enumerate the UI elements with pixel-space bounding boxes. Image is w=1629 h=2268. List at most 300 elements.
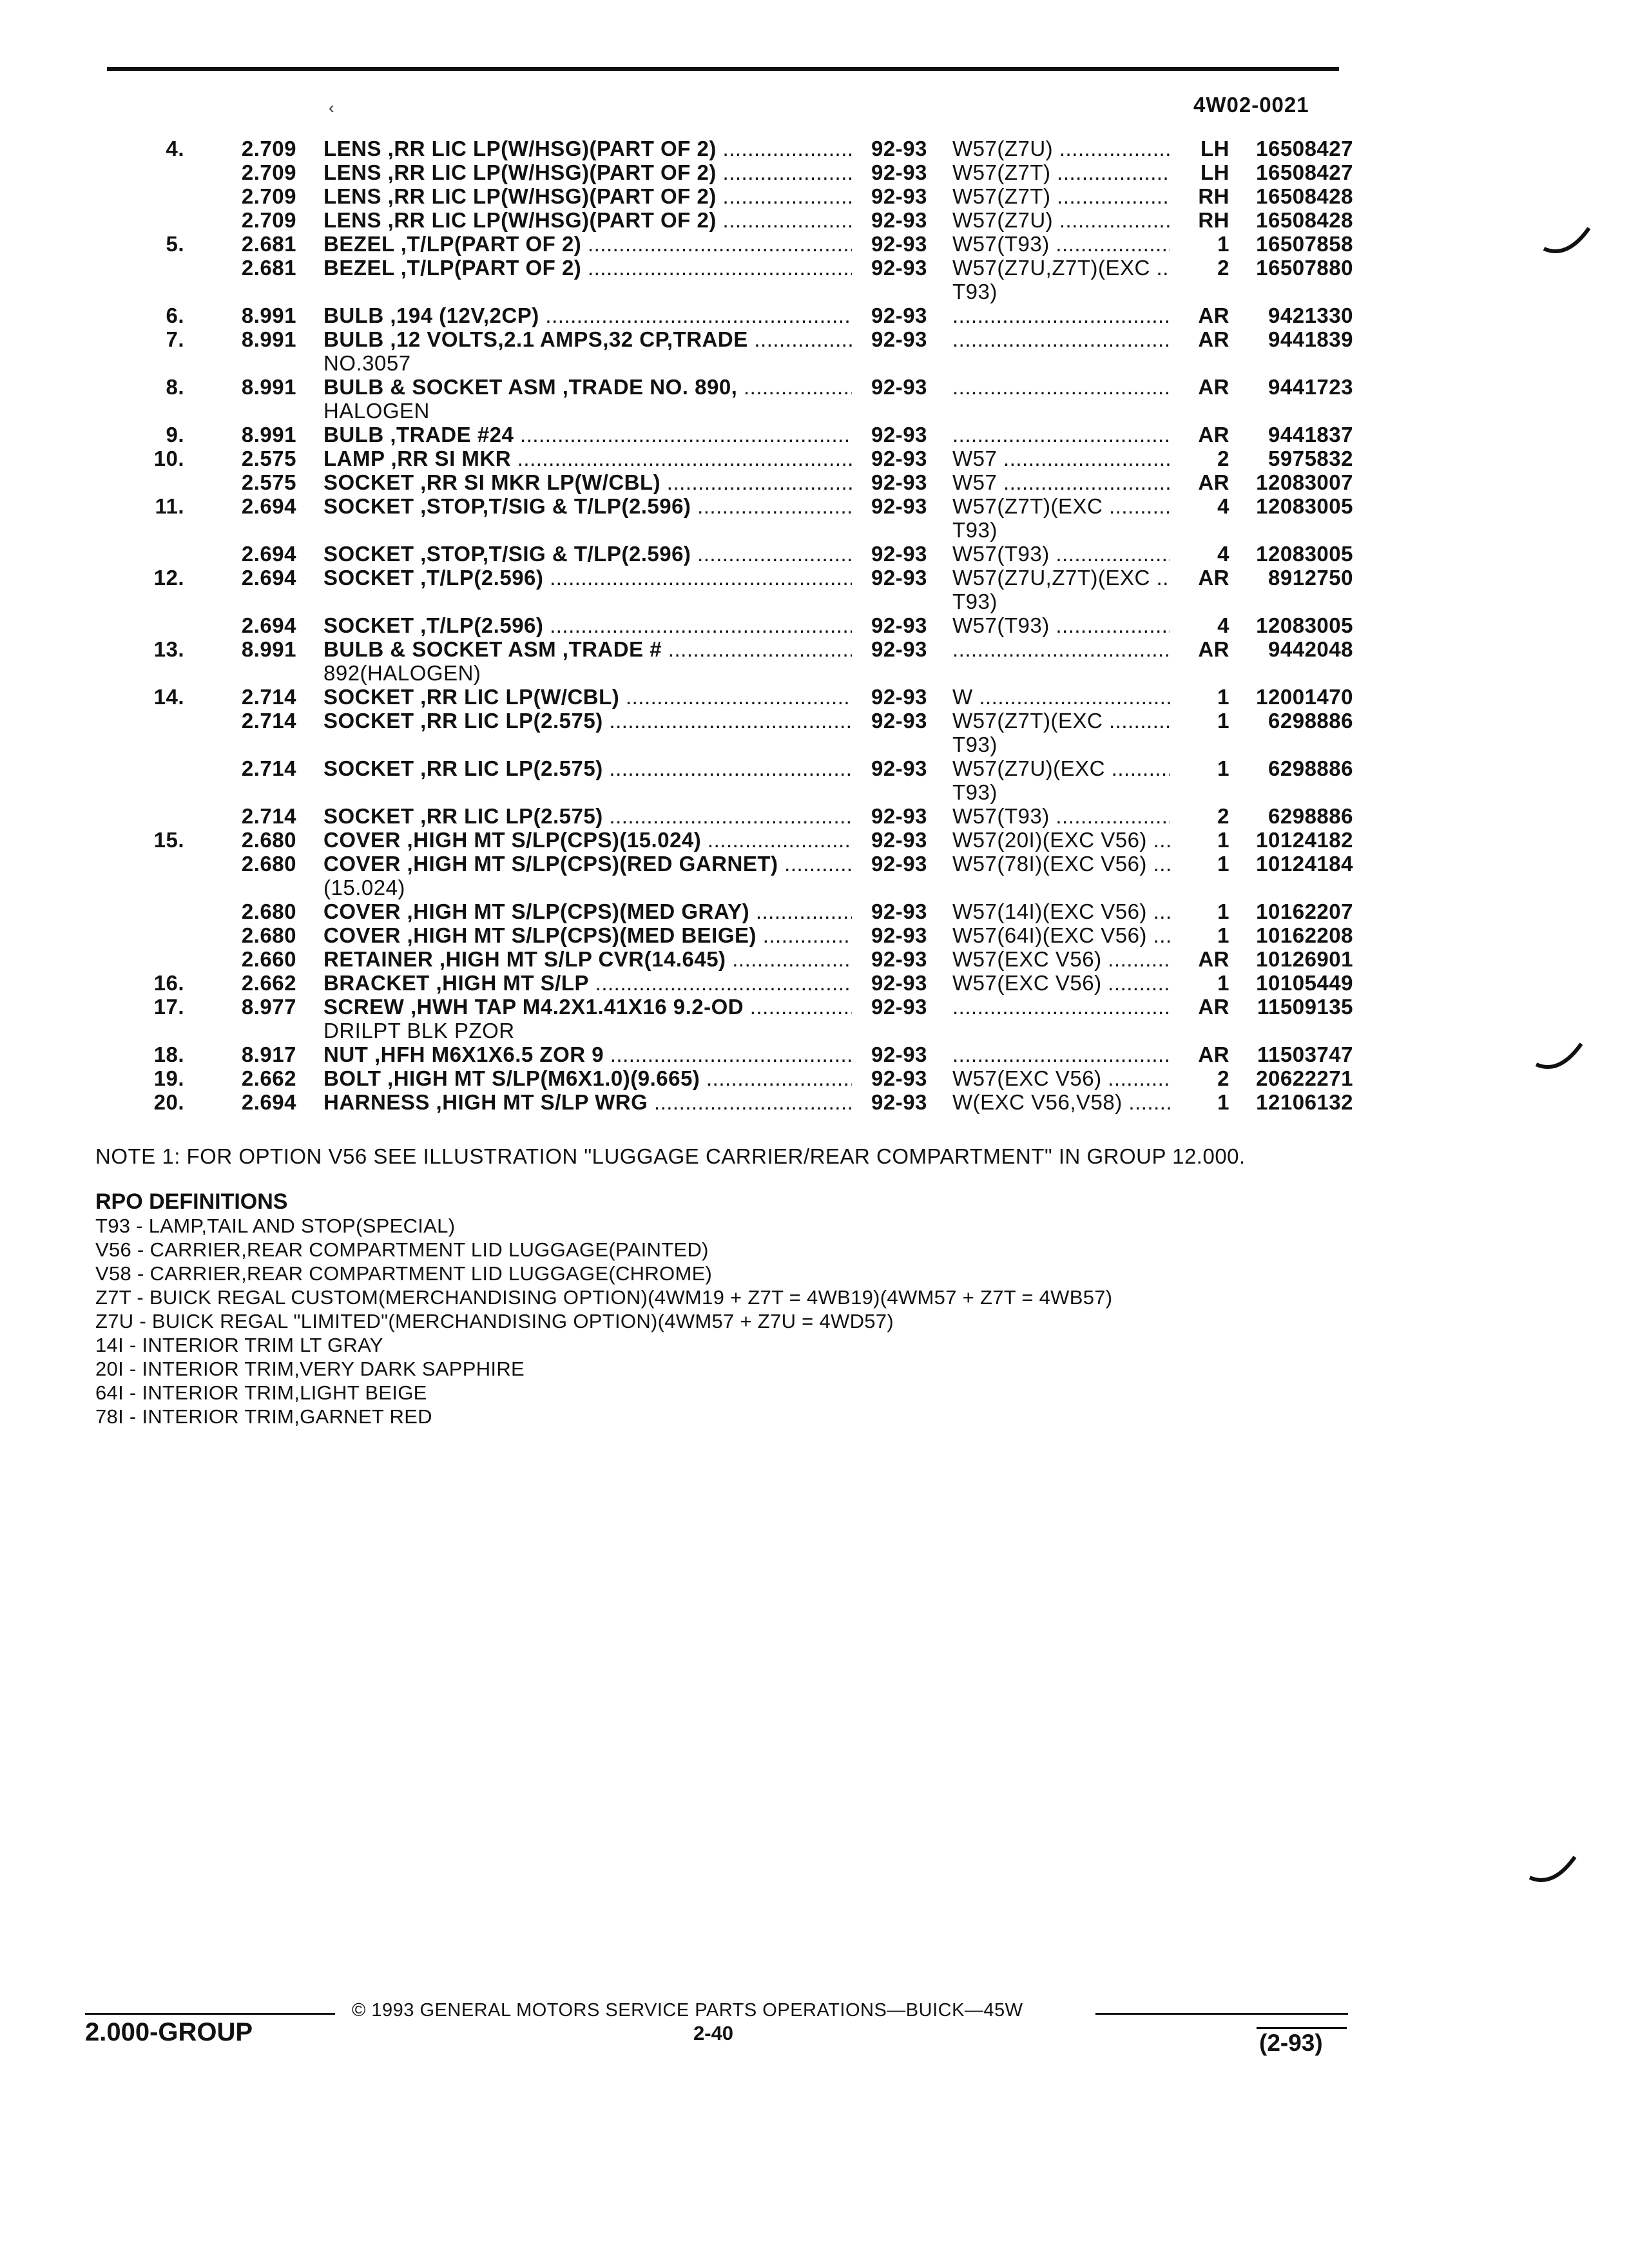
part-row — [0, 1043, 1629, 1066]
part-model-continuation: T93) — [952, 780, 998, 804]
part-ref-number: 10. — [153, 447, 184, 470]
part-description-line: BULB ,TRADE #24 ..... — [323, 423, 852, 447]
part-description — [323, 423, 852, 447]
part-model-line: W57(EXC V56) ..... — [952, 947, 1170, 971]
part-model-line: W57(Z7T) ..... — [952, 160, 1170, 184]
part-model-line: W57(Z7U) ..... — [952, 137, 1170, 160]
part-number: 10162208 — [1256, 923, 1353, 947]
part-model-line: W57(Z7T)(EXC ..... — [952, 709, 1170, 733]
part-model-usage — [952, 852, 1170, 876]
part-ref-number: 8. — [166, 375, 184, 399]
part-row — [0, 494, 1629, 542]
part-model-years: 92-93 — [871, 494, 927, 518]
part-model-line: W57 ..... — [952, 447, 1170, 470]
part-model-years: 92-93 — [871, 208, 927, 232]
part-description — [323, 232, 852, 256]
part-description — [323, 470, 852, 494]
part-model-usage — [952, 685, 1170, 709]
part-model-usage — [952, 494, 1170, 542]
binder-ring-mark-2 — [1534, 1039, 1585, 1077]
part-row — [0, 828, 1629, 852]
part-model-years: 92-93 — [871, 232, 927, 256]
part-number: 10105449 — [1256, 971, 1353, 995]
part-row — [0, 256, 1629, 303]
part-model-continuation: T93) — [952, 733, 998, 756]
part-quantity: 2 — [1217, 256, 1229, 280]
part-description-line: BULB & SOCKET ASM ,TRADE # ..... — [323, 637, 852, 661]
part-group-number: 2.714 — [241, 709, 296, 733]
part-quantity: 1 — [1217, 756, 1229, 780]
part-ref-number: 17. — [153, 995, 184, 1019]
part-group-number: 2.575 — [241, 447, 296, 470]
part-description-line: LENS ,RR LIC LP(W/HSG)(PART OF 2) ..... — [323, 208, 852, 232]
part-quantity: RH — [1198, 208, 1229, 232]
part-model-usage — [952, 184, 1170, 208]
part-model-years: 92-93 — [871, 923, 927, 947]
part-model-line — [952, 303, 1170, 327]
part-description — [323, 709, 852, 733]
part-ref-number: 20. — [153, 1090, 184, 1114]
part-model-usage — [952, 1066, 1170, 1090]
part-model-line: W ..... — [952, 685, 1170, 709]
part-model-line: W57(T93) ..... — [952, 804, 1170, 828]
part-description — [323, 685, 852, 709]
part-description-continuation: 892(HALOGEN) — [323, 661, 481, 685]
part-model-continuation: T93) — [952, 590, 998, 613]
part-group-number: 2.680 — [241, 899, 296, 923]
part-group-number: 2.709 — [241, 137, 296, 160]
part-model-continuation: T93) — [952, 280, 998, 303]
part-description-line: LENS ,RR LIC LP(W/HSG)(PART OF 2) ..... — [323, 160, 852, 184]
part-group-number: 2.714 — [241, 685, 296, 709]
part-row — [0, 137, 1629, 160]
part-row — [0, 804, 1629, 828]
part-group-number: 8.917 — [241, 1043, 296, 1066]
part-model-years: 92-93 — [871, 542, 927, 566]
part-description — [323, 208, 852, 232]
part-model-years: 92-93 — [871, 256, 927, 280]
part-group-number: 8.977 — [241, 995, 296, 1019]
part-model-usage — [952, 137, 1170, 160]
part-description — [323, 637, 852, 685]
part-number: 9442048 — [1268, 637, 1353, 661]
part-row — [0, 852, 1629, 899]
part-model-usage — [952, 709, 1170, 756]
part-model-years: 92-93 — [871, 160, 927, 184]
part-description — [323, 375, 852, 423]
part-group-number: 2.680 — [241, 828, 296, 852]
part-row — [0, 756, 1629, 804]
part-row — [0, 899, 1629, 923]
part-group-number: 2.662 — [241, 971, 296, 995]
part-model-years: 92-93 — [871, 137, 927, 160]
part-group-number: 2.714 — [241, 804, 296, 828]
part-number: 12083005 — [1256, 494, 1353, 518]
part-number: 11503747 — [1257, 1043, 1353, 1066]
part-row — [0, 613, 1629, 637]
part-quantity: AR — [1198, 327, 1229, 351]
part-description-line: BEZEL ,T/LP(PART OF 2) ..... — [323, 232, 852, 256]
part-group-number: 8.991 — [241, 303, 296, 327]
part-group-number: 2.680 — [241, 923, 296, 947]
rpo-definition-line: 78I - INTERIOR TRIM,GARNET RED — [95, 1405, 432, 1428]
revision-date: (2-93) — [1259, 2030, 1323, 2056]
part-description-continuation: DRILPT BLK PZOR — [323, 1019, 515, 1043]
part-model-usage — [952, 1090, 1170, 1114]
rpo-definition-line: 64I - INTERIOR TRIM,LIGHT BEIGE — [95, 1381, 427, 1404]
part-model-years: 92-93 — [871, 947, 927, 971]
part-quantity: 1 — [1217, 923, 1229, 947]
part-model-usage — [952, 447, 1170, 470]
footer-rule-right — [1095, 2013, 1348, 2015]
binder-ring-mark-3 — [1527, 1852, 1579, 1890]
part-group-number: 2.694 — [241, 566, 296, 590]
part-row — [0, 470, 1629, 494]
part-description — [323, 303, 852, 327]
part-description-line: COVER ,HIGH MT S/LP(CPS)(15.024) ..... — [323, 828, 852, 852]
group-label: 2.000-GROUP — [85, 2018, 253, 2046]
part-row — [0, 160, 1629, 184]
part-group-number: 2.694 — [241, 494, 296, 518]
part-model-line: W57(78I)(EXC V56) ..... — [952, 852, 1170, 876]
part-ref-number: 19. — [153, 1066, 184, 1090]
part-model-line — [952, 423, 1170, 447]
part-description — [323, 494, 852, 518]
part-model-years: 92-93 — [871, 327, 927, 351]
part-description-line: BEZEL ,T/LP(PART OF 2) ..... — [323, 256, 852, 280]
part-number: 9441837 — [1268, 423, 1353, 447]
part-model-usage — [952, 470, 1170, 494]
part-description-line: SOCKET ,RR LIC LP(2.575) ..... — [323, 709, 852, 733]
part-quantity: AR — [1198, 303, 1229, 327]
rpo-definition-line: V56 - CARRIER,REAR COMPARTMENT LID LUGGAGE(PAINTED) — [95, 1238, 709, 1261]
part-description — [323, 160, 852, 184]
part-model-usage — [952, 995, 1170, 1019]
part-model-years: 92-93 — [871, 613, 927, 637]
footer-rule-revision — [1257, 2027, 1347, 2029]
part-description — [323, 756, 852, 780]
part-group-number: 2.714 — [241, 756, 296, 780]
part-description — [323, 447, 852, 470]
part-model-line: W57(EXC V56) ..... — [952, 1066, 1170, 1090]
rpo-definition-line: Z7U - BUICK REGAL "LIMITED"(MERCHANDISING OPTION)(4WM57 + Z7U = 4WD57) — [95, 1310, 894, 1332]
part-description — [323, 1066, 852, 1090]
rpo-definitions-title: RPO DEFINITIONS — [95, 1189, 288, 1214]
part-row — [0, 566, 1629, 613]
part-model-line — [952, 995, 1170, 1019]
part-description — [323, 923, 852, 947]
part-model-usage — [952, 1043, 1170, 1066]
part-description — [323, 184, 852, 208]
part-description-line: COVER ,HIGH MT S/LP(CPS)(MED BEIGE) ..... — [323, 923, 852, 947]
part-model-years: 92-93 — [871, 375, 927, 399]
part-quantity: AR — [1198, 566, 1229, 590]
part-description-line: NUT ,HFH M6X1X6.5 ZOR 9 ..... — [323, 1043, 852, 1066]
part-ref-number: 6. — [166, 303, 184, 327]
part-group-number: 2.680 — [241, 852, 296, 876]
part-number: 12083007 — [1256, 470, 1353, 494]
part-number: 10126901 — [1256, 947, 1353, 971]
part-row — [0, 947, 1629, 971]
part-group-number: 8.991 — [241, 423, 296, 447]
part-ref-number: 7. — [166, 327, 184, 351]
part-description — [323, 995, 852, 1043]
part-row — [0, 327, 1629, 375]
part-model-years: 92-93 — [871, 637, 927, 661]
part-model-line: W57(Z7U,Z7T)(EXC ..... — [952, 566, 1170, 590]
part-group-number: 2.694 — [241, 613, 296, 637]
rpo-definition-line: 20I - INTERIOR TRIM,VERY DARK SAPPHIRE — [95, 1358, 525, 1380]
part-model-usage — [952, 208, 1170, 232]
part-model-usage — [952, 327, 1170, 351]
part-description — [323, 327, 852, 375]
part-quantity: 1 — [1217, 1090, 1229, 1114]
part-model-years: 92-93 — [871, 566, 927, 590]
part-model-years: 92-93 — [871, 971, 927, 995]
rpo-definition-line: T93 - LAMP,TAIL AND STOP(SPECIAL) — [95, 1215, 456, 1237]
part-model-line — [952, 375, 1170, 399]
part-model-years: 92-93 — [871, 184, 927, 208]
part-ref-number: 5. — [166, 232, 184, 256]
part-model-years: 92-93 — [871, 685, 927, 709]
rpo-definition-line: V58 - CARRIER,REAR COMPARTMENT LID LUGGAGE(CHROME) — [95, 1262, 713, 1285]
part-number: 20622271 — [1256, 1066, 1353, 1090]
rpo-definition-line: Z7T - BUICK REGAL CUSTOM(MERCHANDISING OPTION)(4WM19 + Z7T = 4WB19)(4WM57 + Z7T = 4WB57) — [95, 1286, 1113, 1309]
part-number: 12083005 — [1256, 542, 1353, 566]
part-number: 8912750 — [1268, 566, 1353, 590]
part-quantity: AR — [1198, 637, 1229, 661]
part-quantity: 1 — [1217, 828, 1229, 852]
part-number: 6298886 — [1268, 709, 1353, 733]
part-description-line: SOCKET ,STOP,T/SIG & T/LP(2.596) ..... — [323, 494, 852, 518]
part-description — [323, 613, 852, 637]
part-model-line: W57(Z7U)(EXC ..... — [952, 756, 1170, 780]
part-ref-number: 4. — [166, 137, 184, 160]
part-quantity: 1 — [1217, 709, 1229, 733]
part-row — [0, 637, 1629, 685]
part-model-usage — [952, 637, 1170, 661]
part-ref-number: 14. — [153, 685, 184, 709]
part-model-usage — [952, 613, 1170, 637]
part-group-number: 2.709 — [241, 184, 296, 208]
part-group-number: 2.709 — [241, 160, 296, 184]
part-model-line: W57 ..... — [952, 470, 1170, 494]
part-description-line: BRACKET ,HIGH MT S/LP ..... — [323, 971, 852, 995]
part-description-line: COVER ,HIGH MT S/LP(CPS)(MED GRAY) ..... — [323, 899, 852, 923]
part-description-line: LENS ,RR LIC LP(W/HSG)(PART OF 2) ..... — [323, 184, 852, 208]
part-description-line: BULB ,12 VOLTS,2.1 AMPS,32 CP,TRADE ..... — [323, 327, 852, 351]
part-model-years: 92-93 — [871, 804, 927, 828]
part-quantity: RH — [1198, 184, 1229, 208]
part-quantity: LH — [1200, 137, 1229, 160]
part-description — [323, 947, 852, 971]
parts-list — [0, 137, 1629, 1114]
part-model-line: W(EXC V56,V58) ..... — [952, 1090, 1170, 1114]
part-description-line: SCREW ,HWH TAP M4.2X1.41X16 9.2-OD ..... — [323, 995, 852, 1019]
part-row — [0, 685, 1629, 709]
part-group-number: 2.681 — [241, 256, 296, 280]
part-number: 12001470 — [1256, 685, 1353, 709]
part-model-years: 92-93 — [871, 899, 927, 923]
part-description-line: HARNESS ,HIGH MT S/LP WRG ..... — [323, 1090, 852, 1114]
part-description-line: SOCKET ,RR LIC LP(2.575) ..... — [323, 756, 852, 780]
part-model-usage — [952, 971, 1170, 995]
part-number: 16508427 — [1256, 137, 1353, 160]
part-number: 16507858 — [1256, 232, 1353, 256]
part-model-years: 92-93 — [871, 1043, 927, 1066]
part-group-number: 8.991 — [241, 375, 296, 399]
binder-ring-mark-1 — [1541, 223, 1593, 262]
part-description-line: SOCKET ,RR SI MKR LP(W/CBL) ..... — [323, 470, 852, 494]
part-model-line: W57(Z7U) ..... — [952, 208, 1170, 232]
part-group-number: 2.694 — [241, 542, 296, 566]
part-description-continuation: (15.024) — [323, 876, 405, 899]
part-model-line — [952, 637, 1170, 661]
part-number: 12083005 — [1256, 613, 1353, 637]
part-row — [0, 542, 1629, 566]
part-description-line: SOCKET ,RR LIC LP(W/CBL) ..... — [323, 685, 852, 709]
part-quantity: 2 — [1217, 804, 1229, 828]
part-number: 16507880 — [1256, 256, 1353, 280]
copyright-text: © 1993 GENERAL MOTORS SERVICE PARTS OPERATIONS—BUICK—45W — [352, 2000, 1023, 2021]
part-model-usage — [952, 160, 1170, 184]
part-model-line: W57(T93) ..... — [952, 542, 1170, 566]
part-description — [323, 971, 852, 995]
part-model-usage — [952, 923, 1170, 947]
part-description-line: LAMP ,RR SI MKR ..... — [323, 447, 852, 470]
part-model-years: 92-93 — [871, 828, 927, 852]
part-ref-number: 13. — [153, 637, 184, 661]
part-description — [323, 828, 852, 852]
part-number: 6298886 — [1268, 804, 1353, 828]
part-group-number: 2.709 — [241, 208, 296, 232]
part-quantity: AR — [1198, 375, 1229, 399]
part-description-line: SOCKET ,T/LP(2.596) ..... — [323, 613, 852, 637]
part-description — [323, 542, 852, 566]
part-description-continuation: HALOGEN — [323, 399, 430, 423]
part-row — [0, 232, 1629, 256]
part-row — [0, 923, 1629, 947]
part-row — [0, 303, 1629, 327]
top-rule — [107, 67, 1339, 71]
part-number: 12106132 — [1256, 1090, 1353, 1114]
part-quantity: 1 — [1217, 899, 1229, 923]
part-row — [0, 1066, 1629, 1090]
part-model-usage — [952, 375, 1170, 399]
part-quantity: AR — [1198, 470, 1229, 494]
part-model-line — [952, 1043, 1170, 1066]
part-quantity: 1 — [1217, 685, 1229, 709]
header-tick: ‹ — [329, 98, 334, 117]
part-group-number: 8.991 — [241, 327, 296, 351]
part-description-line: LENS ,RR LIC LP(W/HSG)(PART OF 2) ..... — [323, 137, 852, 160]
rpo-definitions-list — [95, 1215, 1112, 1429]
part-model-usage — [952, 542, 1170, 566]
part-quantity: LH — [1200, 160, 1229, 184]
part-row — [0, 184, 1629, 208]
part-model-usage — [952, 828, 1170, 852]
part-quantity: 1 — [1217, 852, 1229, 876]
part-number: 10162207 — [1256, 899, 1353, 923]
part-quantity: 2 — [1217, 1066, 1229, 1090]
part-model-continuation: T93) — [952, 518, 998, 542]
part-model-line: W57(14I)(EXC V56) ..... — [952, 899, 1170, 923]
document-code: 4W02-0021 — [1193, 93, 1309, 117]
part-description-line: BOLT ,HIGH MT S/LP(M6X1.0)(9.665) ..... — [323, 1066, 852, 1090]
part-model-usage — [952, 303, 1170, 327]
part-group-number: 2.681 — [241, 232, 296, 256]
part-model-line: W57(EXC V56) ..... — [952, 971, 1170, 995]
part-row — [0, 709, 1629, 756]
part-model-line: W57(T93) ..... — [952, 232, 1170, 256]
part-model-line: W57(T93) ..... — [952, 613, 1170, 637]
part-row — [0, 375, 1629, 423]
part-description — [323, 1090, 852, 1114]
part-model-usage — [952, 899, 1170, 923]
part-model-years: 92-93 — [871, 1090, 927, 1114]
part-quantity: AR — [1198, 947, 1229, 971]
part-group-number: 2.662 — [241, 1066, 296, 1090]
part-quantity: 1 — [1217, 232, 1229, 256]
part-description — [323, 899, 852, 923]
part-model-usage — [952, 566, 1170, 613]
part-description-line: BULB & SOCKET ASM ,TRADE NO. 890, ..... — [323, 375, 852, 399]
part-number: 5975832 — [1268, 447, 1353, 470]
part-number: 10124182 — [1256, 828, 1353, 852]
part-quantity: AR — [1198, 995, 1229, 1019]
part-ref-number: 15. — [153, 828, 184, 852]
part-description-line: RETAINER ,HIGH MT S/LP CVR(14.645) ..... — [323, 947, 852, 971]
part-model-usage — [952, 232, 1170, 256]
part-row — [0, 1090, 1629, 1114]
part-model-years: 92-93 — [871, 470, 927, 494]
part-description-line: SOCKET ,STOP,T/SIG & T/LP(2.596) ..... — [323, 542, 852, 566]
part-quantity: 1 — [1217, 971, 1229, 995]
part-quantity: AR — [1198, 1043, 1229, 1066]
part-ref-number: 16. — [153, 971, 184, 995]
part-description-line: BULB ,194 (12V,2CP) ..... — [323, 303, 852, 327]
part-model-line: W57(Z7T)(EXC ..... — [952, 494, 1170, 518]
part-row — [0, 423, 1629, 447]
part-model-years: 92-93 — [871, 303, 927, 327]
part-number: 10124184 — [1256, 852, 1353, 876]
part-row — [0, 995, 1629, 1043]
part-number: 9441723 — [1268, 375, 1353, 399]
part-ref-number: 12. — [153, 566, 184, 590]
part-row — [0, 447, 1629, 470]
part-number: 11509135 — [1257, 995, 1353, 1019]
part-row — [0, 971, 1629, 995]
part-row — [0, 208, 1629, 232]
part-description — [323, 566, 852, 590]
page-number: 2-40 — [693, 2022, 734, 2044]
footer-rule-left — [85, 2013, 335, 2015]
part-model-usage — [952, 256, 1170, 303]
part-model-years: 92-93 — [871, 447, 927, 470]
part-model-usage — [952, 423, 1170, 447]
part-number: 6298886 — [1268, 756, 1353, 780]
part-model-years: 92-93 — [871, 852, 927, 876]
part-description-line: COVER ,HIGH MT S/LP(CPS)(RED GARNET) ..... — [323, 852, 852, 876]
part-ref-number: 9. — [166, 423, 184, 447]
part-group-number: 2.660 — [241, 947, 296, 971]
part-model-line: W57(20I)(EXC V56) ..... — [952, 828, 1170, 852]
part-group-number: 8.991 — [241, 637, 296, 661]
part-group-number: 2.694 — [241, 1090, 296, 1114]
part-description — [323, 256, 852, 280]
part-model-years: 92-93 — [871, 423, 927, 447]
part-model-line: W57(Z7U,Z7T)(EXC ..... — [952, 256, 1170, 280]
